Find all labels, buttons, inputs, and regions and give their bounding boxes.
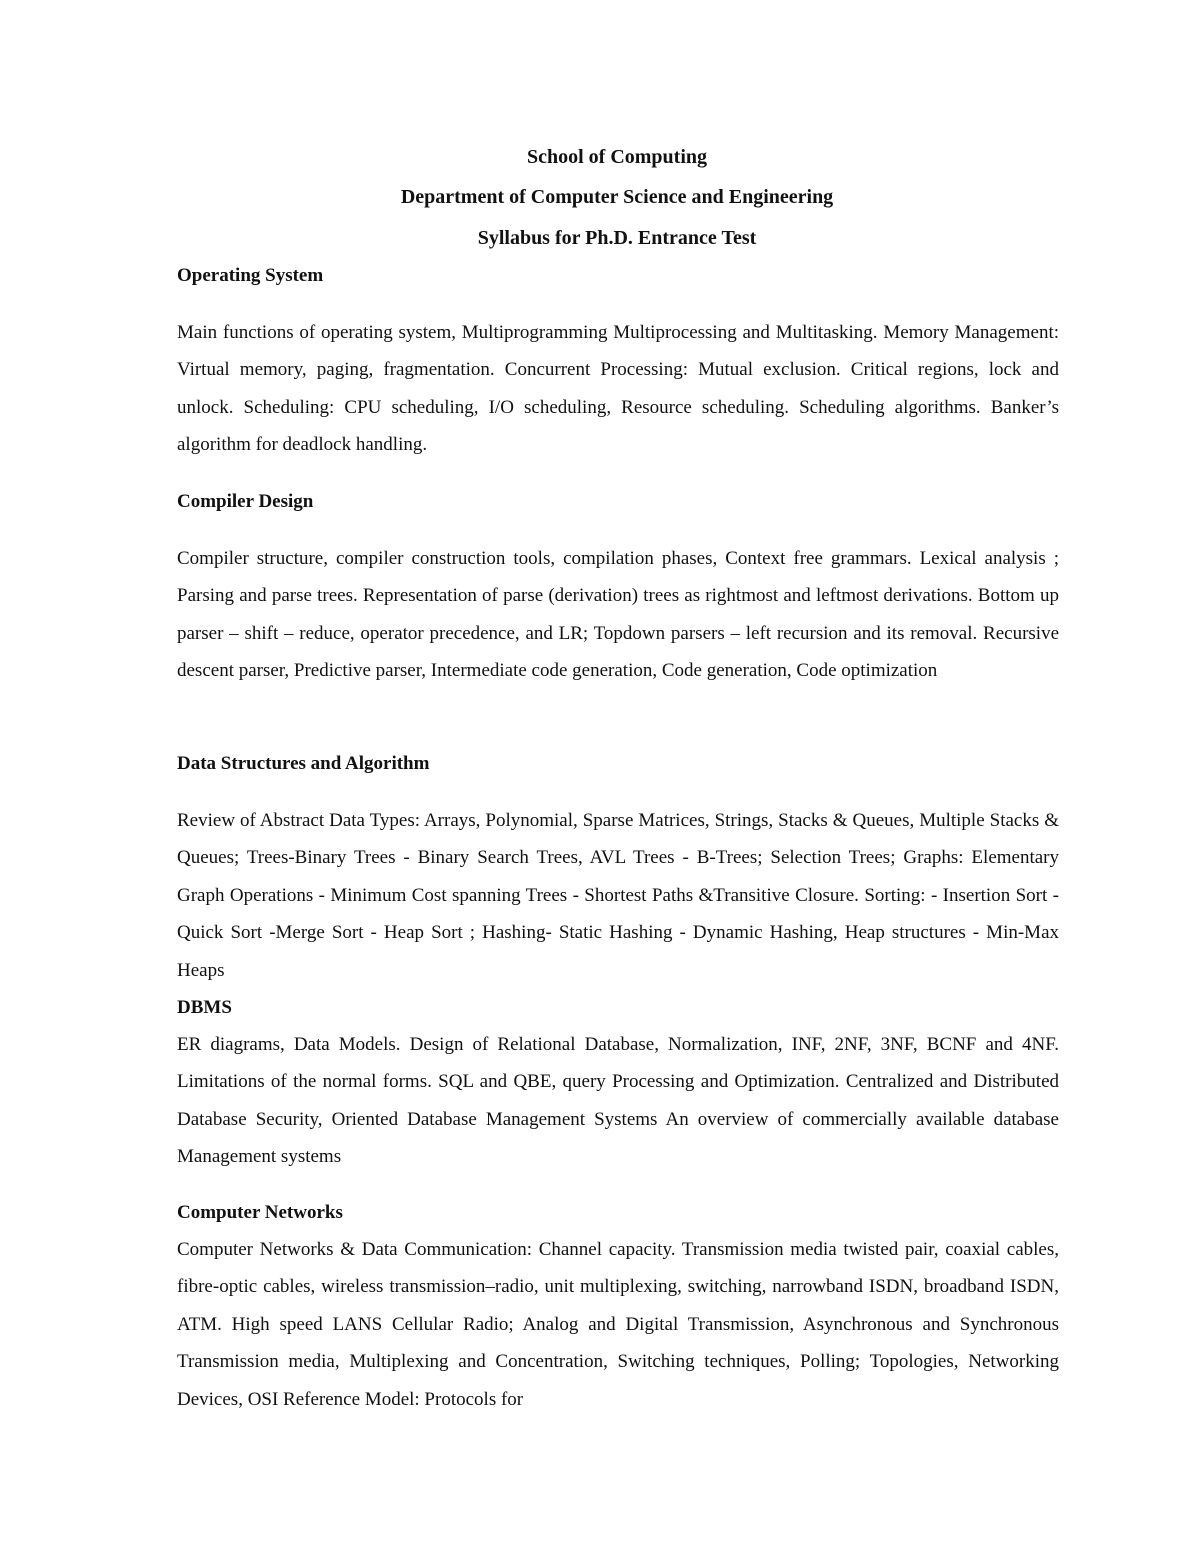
section-body-operating-system: Main functions of operating system, Multiprogramming Multiprocessing and Multitasking. Memory Management: Virtual memory, paging, fragmentation. Concurrent Processing: Mutual exclusion. Critical regions, lock and unlock. Scheduling: CPU scheduling, I/O scheduling, Resource scheduling. Scheduling algorithms. Banker’s algorithm for deadlock handling. xyxy=(177,322,1059,456)
section-body-computer-networks: Computer Networks & Data Communication: Channel capacity. Transmission media twisted pair, coaxial cables, fibre-optic cables, wireless transmission–radio, unit multiplexing, switching, narrowband ISDN, broadband ISDN, ATM. High speed LANS Cellular Radio; Analog and Digital Transmission, Asynchronous and Synchronous Transmission media, Multiplexing and Concentration, Switching techniques, Polling; Topologies, Networking Devices, OSI Reference Model: Protocols for xyxy=(177,1239,1059,1410)
section-heading-data-structures: Data Structures and Algorithm xyxy=(177,753,430,774)
school-title: School of Computing xyxy=(526,146,708,168)
department-title: Department of Computer Science and Engineering xyxy=(400,186,834,208)
section-body-dbms: ER diagrams, Data Models. Design of Relational Database, Normalization, INF, 2NF, 3NF, BCNF and 4NF. Limitations of the normal forms. SQL and QBE, query Processing and Optimization. Centralized and Distributed Database Security, Oriented Database Management Systems An overview of commercially available database Management systems xyxy=(177,1034,1059,1168)
section-heading-dbms: DBMS xyxy=(177,997,232,1018)
section-heading-computer-networks: Computer Networks xyxy=(177,1202,343,1223)
section-body-compiler-design: Compiler structure, compiler construction tools, compilation phases, Context free grammars. Lexical analysis ; Parsing and parse trees. Representation of parse (derivation) trees as rightmost and leftmost derivations. Bottom up parser – shift – reduce, operator precedence, and LR; Topdown parsers – left recursion and its removal. Recursive descent parser, Predictive parser, Intermediate code generation, Code generation, Code optimization xyxy=(177,548,1059,682)
syllabus-title: Syllabus for Ph.D. Entrance Test xyxy=(477,227,757,249)
section-heading-operating-system: Operating System xyxy=(177,265,324,286)
section-heading-compiler-design: Compiler Design xyxy=(177,491,314,512)
section-body-data-structures: Review of Abstract Data Types: Arrays, Polynomial, Sparse Matrices, Strings, Stacks & Queues, Multiple Stacks & Queues; Trees-Binary Trees - Binary Search Trees, AVL Trees - B-Trees; Selection Trees; Graphs: Elementary Graph Operations - Minimum Cost spanning Trees - Shortest Paths &Transitive Closure. Sorting: - Insertion Sort - Quick Sort -Merge Sort - Heap Sort ; Hashing- Static Hashing - Dynamic Hashing, Heap structures - Min-Max Heaps xyxy=(177,810,1059,981)
